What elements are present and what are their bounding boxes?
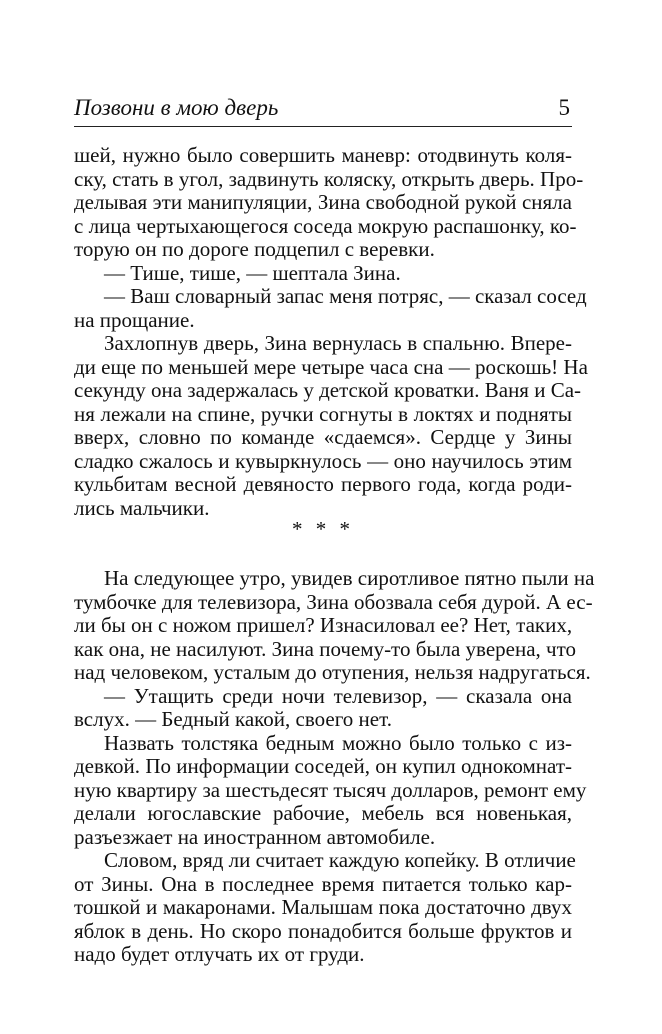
section-break: * * *	[292, 517, 354, 541]
text-line: Словом, вряд ли считает каждую копейку. В отличие	[104, 848, 576, 872]
text-line: надо будет отлучать их от груди.	[74, 942, 365, 966]
text-line: ня лежали на спине, ручки согнуты в локтях и подняты	[74, 401, 572, 426]
text-line: — Тише, тише, — шептала Зина.	[104, 260, 401, 285]
text-line: с лица чертыхающегося соседа мокрую распашонку, ко-	[74, 213, 577, 238]
text-line: делывая эти манипуляции, Зина свободной рукой сняла	[74, 190, 572, 214]
text-line: ли бы он с ножом пришел? Изнасиловал ее? Нет, таких,	[74, 613, 573, 637]
text-line: кульбитам весной девяносто первого года, когда роди-	[74, 472, 572, 496]
text-line: делали югославские рабочие, мебель вся новенькая,	[74, 801, 572, 825]
text-line: лись мальчики.	[74, 495, 210, 520]
text-line: тумбочке для телевизора, Зина обозвала себя дурой. А ес-	[74, 589, 593, 614]
text-line: разъезжает на иностранном автомобиле.	[74, 824, 436, 849]
text-line: секунду она задержалась у детской кроватки. Ваня и Са-	[74, 378, 582, 402]
text-line: торую он по дороге подцепил с веревки.	[74, 237, 435, 261]
text-block-after-break	[74, 566, 595, 967]
text-line: Назвать толстяка бедным можно было только с из-	[104, 730, 572, 755]
text-line: яблок в день. Но скоро понадобится больше фруктов и	[74, 918, 572, 943]
running-header	[74, 94, 572, 127]
text-line: вслух. — Бедный какой, своего нет.	[74, 707, 392, 731]
text-line: Захлопнув дверь, Зина вернулась в спальню. Впере-	[104, 331, 572, 355]
text-line: над человеком, усталым до отупения, нельзя надругаться.	[74, 660, 591, 684]
text-line: как она, не насилуют. Зина почему-то была уверена, что	[74, 636, 577, 661]
text-block-before-break	[74, 143, 588, 520]
text-line: ди еще по меньшей мере четыре часа сна — роскошь! На	[74, 354, 588, 379]
text-line: — Утащить среди ночи телевизор, — сказала она	[104, 683, 572, 708]
text-line: На следующее утро, увидев сиротливое пятно пыли на	[104, 566, 595, 590]
text-line: ную квартиру за шестьдесят тысяч долларов, ремонт ему	[74, 777, 587, 802]
text-line: сладко сжалось и кувыркнулось — оно научилось этим	[74, 448, 572, 473]
text-line: ску, стать в угол, задвинуть коляску, открыть дверь. Про-	[74, 166, 584, 191]
text-line: тошкой и макаронами. Малышам пока достаточно двух	[74, 895, 572, 919]
page-number: 5	[558, 95, 570, 120]
text-line: шей, нужно было совершить маневр: отодвинуть коля-	[74, 143, 572, 167]
text-line: на прощание.	[74, 307, 195, 332]
text-line: вверх, словно по команде «сдаемся». Сердце у Зины	[74, 425, 572, 449]
text-line: — Ваш словарный запас меня потряс, — сказал сосед	[104, 284, 587, 308]
text-line: девкой. По информации соседей, он купил однокомнат-	[74, 754, 572, 778]
text-line: от Зины. Она в последнее время питается только кар-	[74, 871, 572, 896]
running-title: Позвони в мою дверь	[74, 95, 279, 120]
